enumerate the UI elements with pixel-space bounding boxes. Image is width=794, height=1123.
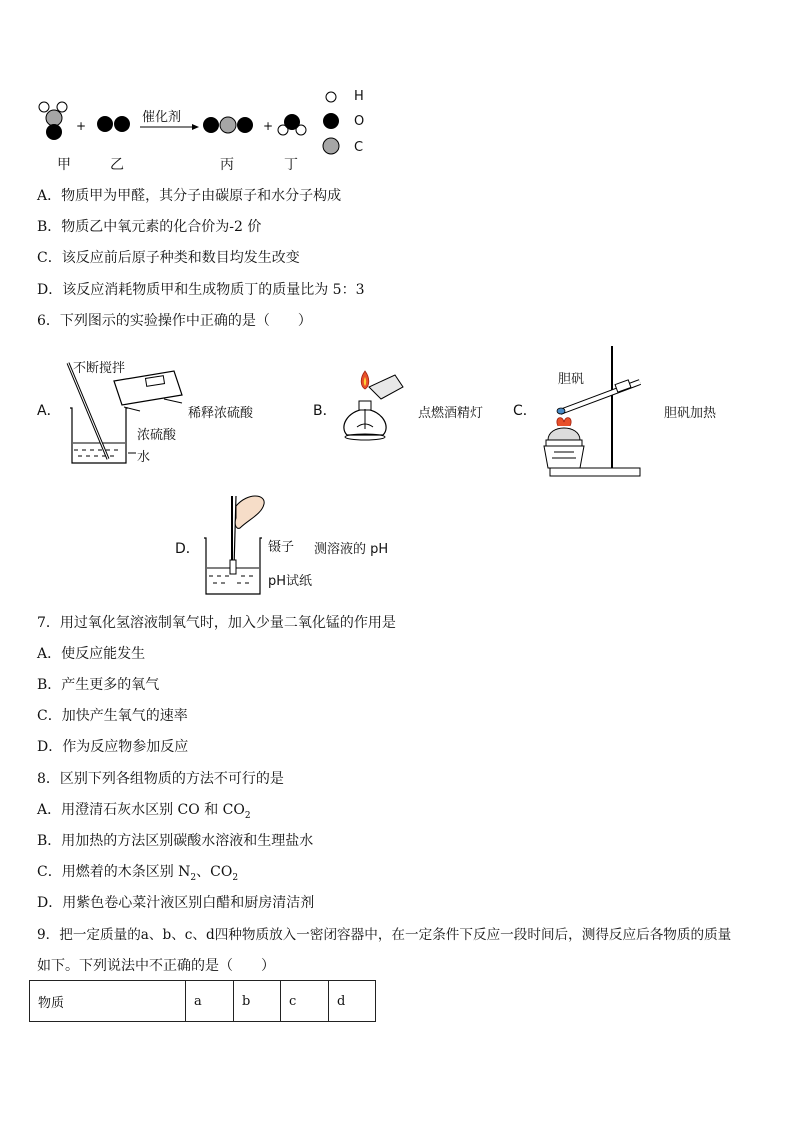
q8-stem: 8．区别下列各组物质的方法不可行的是 (37, 771, 284, 787)
lamp-caption: 点燃酒精灯 (418, 406, 484, 421)
catalyst-label: 催化剂 (142, 110, 182, 125)
legend-o: O (354, 114, 365, 129)
table-row (30, 981, 376, 1022)
q8-option-d: D．用紫色卷心菜汁液区别白醋和厨房清洁剂 (37, 895, 315, 911)
q5-option-d: D．该反应消耗物质甲和生成物质丁的质量比为 5：3 (37, 282, 365, 298)
q7-option-d: D．作为反应物参加反应 (37, 739, 189, 755)
acid-label: 浓硫酸 (137, 428, 177, 443)
q7-stem: 7．用过氧化氢溶液制氧气时，加入少量二氧化锰的作用是 (37, 615, 396, 631)
q9-stem-line2: 如下。下列说法中不正确的是（ ） (37, 958, 275, 974)
q6-a-letter: A． (37, 403, 61, 419)
mass-table (29, 980, 376, 1022)
label-yi: 乙 (110, 157, 124, 173)
q8-option-c: C．用燃着的木条区别 $N_2$、$CO_2$ (37, 864, 239, 883)
c-atom (220, 117, 236, 133)
legend-h-atom (326, 92, 336, 102)
q6-stem: 6．下列图示的实验操作中正确的是（ ） (37, 313, 312, 329)
table-header-cell: a (186, 981, 234, 1022)
legend-c: C (354, 140, 364, 155)
heat-alum-figure (540, 342, 665, 482)
table-header-cell: d (329, 981, 376, 1022)
q9-stem-line1: 9．把一定质量的a、b、c、d四种物质放入一密闭容器中，在一定条件下反应一段时间后，测得反应后各物质的质量 (37, 927, 732, 943)
alcohol-lamp-figure (333, 365, 423, 455)
q5-option-a: A．物质甲为甲醛，其分子由碳原子和水分子构成 (37, 188, 342, 204)
q6-d-letter: D． (175, 541, 200, 557)
q7-option-b: B．产生更多的氧气 (37, 677, 160, 693)
q6-c-letter: C． (513, 403, 537, 419)
legend-c-atom (323, 138, 339, 154)
stir-label: 不断搅拌 (73, 361, 126, 376)
dilute-label: 稀释浓硫酸 (188, 406, 254, 421)
label-jia: 甲 (57, 157, 71, 173)
q5-option-c: C．该反应前后原子种类和数目均发生改变 (37, 250, 300, 266)
c-atom (46, 110, 62, 126)
tweezers-label: 镊子 (268, 540, 295, 555)
o-atom (284, 114, 300, 130)
q5-option-b: B．物质乙中氧元素的化合价为-2 价 (37, 219, 262, 235)
q6-b-letter: B． (313, 403, 337, 419)
ph-caption: 测溶液的 pH (314, 542, 389, 557)
h-atom (57, 102, 67, 112)
legend-h: H (354, 89, 364, 104)
alum-caption: 胆矾加热 (664, 406, 717, 421)
water-label: 水 (137, 450, 151, 465)
table-header-cell: c (281, 981, 329, 1022)
ph-paper-label: pH试纸 (268, 574, 313, 589)
o-atom (114, 116, 130, 132)
table-header-cell: 物质 (30, 981, 186, 1022)
plus-sign: + (263, 119, 274, 133)
label-bing: 丙 (220, 157, 234, 173)
o-atom (46, 124, 62, 140)
table-header-cell: b (234, 981, 281, 1022)
reaction-diagram (30, 85, 390, 180)
o-atom (237, 117, 253, 133)
q7-option-a: A．使反应能发生 (37, 646, 146, 662)
label-ding: 丁 (284, 157, 298, 173)
legend-o-atom (323, 113, 339, 129)
q7-option-c: C．加快产生氧气的速率 (37, 708, 188, 724)
q8-option-b: B．用加热的方法区别碳酸水溶液和生理盐水 (37, 833, 314, 849)
h-atom (39, 102, 49, 112)
o-atom (203, 117, 219, 133)
plus-sign: + (76, 119, 87, 133)
q8-option-a: A．用澄清石灰水区别 CO 和 $CO_2$ (37, 802, 251, 821)
alum-label: 胆矾 (558, 372, 585, 387)
o-atom (97, 116, 113, 132)
